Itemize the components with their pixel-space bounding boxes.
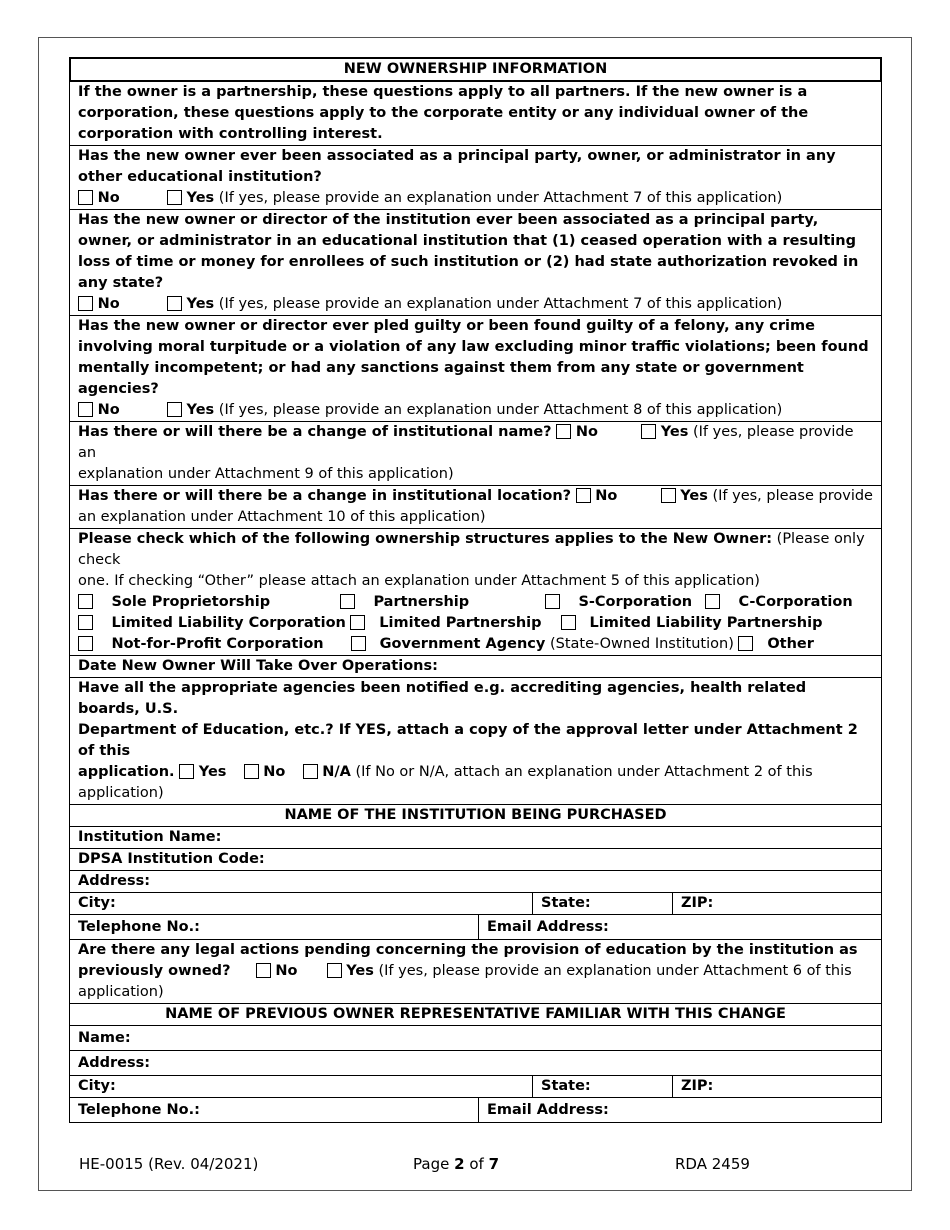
page-of: of	[469, 1155, 484, 1173]
agencies-yes-checkbox[interactable]	[179, 764, 194, 779]
q1-no-checkbox[interactable]	[78, 190, 93, 205]
agencies-text-cont: Department of Education, etc.? If YES, attach a copy of the approval letter under Attachment 2 of this	[78, 722, 858, 759]
legal-text-cont: previously owned?	[78, 963, 231, 979]
previous-owner-address-field[interactable]: Address:	[69, 1051, 882, 1076]
question-text: Has the new owner ever been associated as a principal party, owner, or administrator in any other educational institution?	[78, 148, 836, 185]
legal-yes-note: (If yes, please provide an explanation under Attachment 6 of this application)	[78, 963, 852, 1000]
dpsa-code-field[interactable]: DPSA Institution Code:	[69, 849, 882, 871]
partnership-checkbox[interactable]	[340, 594, 355, 609]
q4-yes-note: (If yes, please provide an	[78, 424, 854, 461]
previous-owner-city-field[interactable]: City:	[78, 1078, 116, 1094]
institution-state-field[interactable]: State:	[532, 893, 672, 914]
q4-yes-note-cont: explanation under Attachment 9 of this application)	[78, 466, 454, 482]
agencies-no-label: No	[263, 764, 286, 780]
q2-yes-label: Yes	[186, 296, 215, 312]
government-agency-note: (State-Owned Institution)	[549, 636, 734, 652]
previous-owner-city-row	[69, 1076, 882, 1098]
q3-yes-label: Yes	[186, 402, 215, 418]
question-text: Has the new owner or director of the institution ever been associated as a principal party, owner, or administrator in an educational institution that (1) ceased operation with a resulting loss of time or money for enrollees of such institution or (2) had state authorization revoked in any state?	[78, 212, 859, 291]
q3-yes-note: (If yes, please provide an explanation under Attachment 8 of this application)	[218, 402, 783, 418]
q1-yes-checkbox[interactable]	[167, 190, 182, 205]
legal-no-checkbox[interactable]	[256, 963, 271, 978]
agencies-na-label: N/A	[322, 764, 351, 780]
legal-no-label: No	[275, 963, 298, 979]
q1-yes-note: (If yes, please provide an explanation under Attachment 7 of this application)	[218, 190, 783, 206]
q4-no-checkbox[interactable]	[556, 424, 571, 439]
structure-options-row-3	[78, 634, 873, 655]
agencies-text-end: application.	[78, 764, 175, 780]
q3-no-label: No	[97, 402, 120, 418]
q3-yes-checkbox[interactable]	[167, 402, 182, 417]
q4-no-label: No	[575, 424, 598, 440]
s-corporation-label: S-Corporation	[578, 594, 693, 610]
rda-number: RDA 2459	[675, 1155, 750, 1173]
question-associated-institution	[69, 146, 882, 210]
question-felony	[69, 316, 882, 422]
q2-yes-checkbox[interactable]	[167, 296, 182, 311]
agencies-no-checkbox[interactable]	[244, 764, 259, 779]
page-total: 7	[488, 1155, 500, 1173]
ownership-form	[69, 57, 882, 1123]
form-id: HE-0015 (Rev. 04/2021)	[79, 1155, 259, 1173]
institution-city-row	[69, 893, 882, 915]
q2-no-checkbox[interactable]	[78, 296, 93, 311]
structure-note: (Please only check	[78, 531, 865, 568]
agencies-yes-label: Yes	[198, 764, 227, 780]
structure-options-row-2	[78, 613, 873, 634]
llc-checkbox[interactable]	[78, 615, 93, 630]
previous-owner-contact-row	[69, 1098, 882, 1123]
legal-yes-checkbox[interactable]	[327, 963, 342, 978]
institution-city-field[interactable]: City:	[78, 895, 116, 911]
llp-label: Limited Liability Partnership	[589, 615, 823, 631]
other-checkbox[interactable]	[738, 636, 753, 651]
question-name-change	[69, 422, 882, 486]
previous-owner-phone-field[interactable]: Telephone No.:	[78, 1102, 200, 1118]
limited-partnership-checkbox[interactable]	[350, 615, 365, 630]
page-number	[413, 1155, 499, 1173]
legal-actions	[69, 940, 882, 1004]
q5-yes-label: Yes	[680, 488, 708, 504]
c-corporation-label: C-Corporation	[738, 594, 853, 610]
new-ownership-header: NEW OWNERSHIP INFORMATION	[69, 57, 882, 82]
other-label: Other	[767, 636, 814, 652]
agencies-text: Have all the appropriate agencies been notified e.g. accrediting agencies, health related boards, U.S.	[78, 680, 807, 717]
q4-yes-label: Yes	[660, 424, 689, 440]
structure-note-cont: one. If checking “Other” please attach an explanation under Attachment 5 of this application)	[78, 573, 760, 589]
c-corporation-checkbox[interactable]	[705, 594, 720, 609]
institution-contact-row	[69, 915, 882, 940]
institution-email-field[interactable]: Email Address:	[478, 915, 881, 939]
agencies-na-checkbox[interactable]	[303, 764, 318, 779]
previous-owner-email-field[interactable]: Email Address:	[478, 1098, 881, 1122]
s-corporation-checkbox[interactable]	[545, 594, 560, 609]
previous-owner-name-field[interactable]: Name:	[69, 1026, 882, 1051]
q5-yes-note-cont: an explanation under Attachment 10 of this application)	[78, 509, 486, 525]
q3-no-checkbox[interactable]	[78, 402, 93, 417]
institution-name-field[interactable]: Institution Name:	[69, 827, 882, 849]
question-location-change	[69, 486, 882, 529]
q2-yes-note: (If yes, please provide an explanation under Attachment 7 of this application)	[218, 296, 783, 312]
agencies-na-note: (If No or N/A, attach an explanation under Attachment 2 of this application)	[78, 764, 813, 801]
q5-yes-checkbox[interactable]	[661, 488, 676, 503]
llp-checkbox[interactable]	[561, 615, 576, 630]
legal-text: Are there any legal actions pending concerning the provision of education by the institution as	[78, 942, 858, 958]
agencies-notified	[69, 678, 882, 805]
question-text: Has there or will there be a change in institutional location?	[78, 488, 572, 504]
previous-owner-zip-field[interactable]: ZIP:	[672, 1076, 881, 1097]
institution-zip-field[interactable]: ZIP:	[672, 893, 881, 914]
q5-yes-note: (If yes, please provide	[712, 488, 873, 504]
institution-address-field[interactable]: Address:	[69, 871, 882, 893]
institution-header: NAME OF THE INSTITUTION BEING PURCHASED	[69, 805, 882, 827]
partnership-label: Partnership	[373, 594, 470, 610]
sole-proprietorship-checkbox[interactable]	[78, 594, 93, 609]
government-agency-checkbox[interactable]	[351, 636, 366, 651]
ownership-structure	[69, 529, 882, 656]
structure-question: Please check which of the following ownership structures applies to the New Owner:	[78, 531, 773, 547]
q2-no-label: No	[97, 296, 120, 312]
q4-yes-checkbox[interactable]	[641, 424, 656, 439]
question-text: Has there or will there be a change of institutional name?	[78, 424, 552, 440]
q1-yes-label: Yes	[186, 190, 215, 206]
previous-owner-header: NAME OF PREVIOUS OWNER REPRESENTATIVE FAMILIAR WITH THIS CHANGE	[69, 1004, 882, 1026]
page-word: Page	[413, 1155, 450, 1173]
not-for-profit-checkbox[interactable]	[78, 636, 93, 651]
page-current: 2	[454, 1155, 465, 1173]
legal-yes-label: Yes	[346, 963, 374, 979]
takeover-date-field[interactable]: Date New Owner Will Take Over Operations:	[69, 656, 882, 678]
previous-owner-state-field[interactable]: State:	[532, 1076, 672, 1097]
structure-options	[78, 592, 873, 613]
government-agency-label: Government Agency	[379, 636, 546, 652]
question-ceased-operation	[69, 210, 882, 316]
q5-no-label: No	[595, 488, 618, 504]
limited-partnership-label: Limited Partnership	[379, 615, 542, 631]
q1-no-label: No	[97, 190, 120, 206]
intro-text: If the owner is a partnership, these questions apply to all partners. If the new owner is a corporation, these questions apply to the corporate entity or any individual owner of the corporation with controlling interest.	[69, 82, 882, 146]
llc-label: Limited Liability Corporation	[111, 615, 346, 631]
question-text: Has the new owner or director ever pled guilty or been found guilty of a felony, any crime involving moral turpitude or a violation of any law excluding minor traffic violations; been found mentally incompetent; or had any sanctions against them from any state or government agencies?	[78, 318, 869, 397]
q5-no-checkbox[interactable]	[576, 488, 591, 503]
sole-proprietorship-label: Sole Proprietorship	[111, 594, 271, 610]
not-for-profit-label: Not-for-Profit Corporation	[111, 636, 324, 652]
institution-phone-field[interactable]: Telephone No.:	[78, 919, 200, 935]
